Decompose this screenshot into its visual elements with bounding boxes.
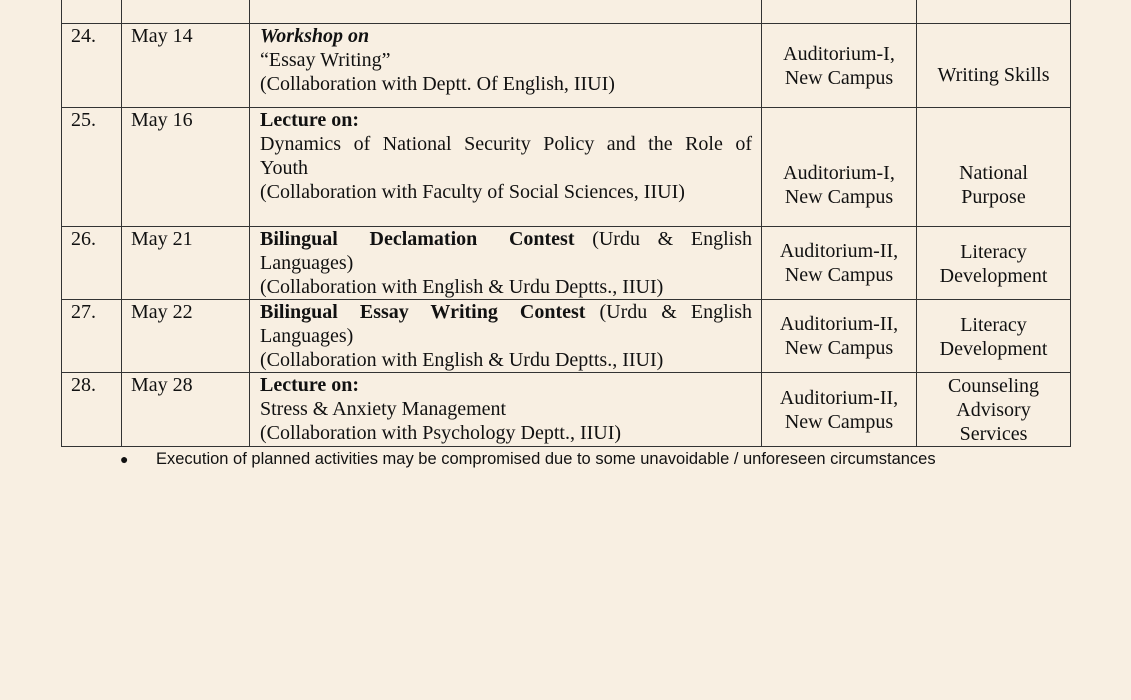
row-date: May 22 (122, 300, 250, 373)
activity-line: (Collaboration with English & Urdu Deptts., IIUI) (260, 276, 664, 298)
row-category: Counseling Advisory Services (917, 373, 1071, 447)
footnote-text: Execution of planned activities may be compromised due to some unavoidable / unforeseen circumstances (156, 450, 936, 468)
table-row (62, 373, 1071, 447)
table-row (62, 24, 1071, 108)
activity-line: (Collaboration with Psychology Deptt., IIUI) (260, 422, 622, 444)
row-activity (250, 373, 762, 447)
row-date (122, 0, 250, 24)
activity-title: Workshop on (260, 25, 370, 47)
row-date: May 28 (122, 373, 250, 447)
row-activity (250, 300, 762, 373)
row-category: Literacy Development (917, 227, 1071, 300)
activity-line: (Collaboration with Deptt. Of English, IIUI) (260, 73, 615, 95)
row-venue: Auditorium-II, New Campus (762, 227, 917, 300)
row-number: 28. (62, 373, 122, 447)
row-date: May 14 (122, 24, 250, 108)
bullet-icon: ● (120, 451, 129, 467)
row-category: Writing Skills (917, 24, 1071, 108)
activity-title: Lecture on: (260, 109, 360, 131)
row-number: 24. (62, 24, 122, 108)
row-category: Literacy Development (917, 300, 1071, 373)
activity-title-line: Bilingual Declamation Contest (Urdu & English (260, 228, 752, 250)
activity-line: “Essay Writing” (260, 49, 391, 71)
activity-line: Stress & Anxiety Management (260, 398, 507, 420)
row-activity (250, 24, 762, 108)
table-row (62, 227, 1071, 300)
activity-line: Dynamics of National Security Policy and the Role of (260, 133, 752, 155)
activity-title: Bilingual Essay Writing Contest (260, 301, 586, 323)
activity-line: Youth (260, 157, 308, 179)
activity-line: Languages) (260, 325, 354, 347)
row-venue: Auditorium-I, New Campus (762, 24, 917, 108)
row-venue (762, 0, 917, 24)
row-date: May 21 (122, 227, 250, 300)
activity-schedule-table (61, 0, 1071, 447)
row-number: 27. (62, 300, 122, 373)
footnote (120, 450, 936, 469)
row-activity (250, 227, 762, 300)
row-venue: Auditorium-II, New Campus (762, 300, 917, 373)
activity-line: (Collaboration with Faculty of Social Sciences, IIUI) (260, 181, 685, 203)
row-activity (250, 108, 762, 227)
row-number: 26. (62, 227, 122, 300)
table-row (62, 108, 1071, 227)
row-number (62, 0, 122, 24)
row-category: National Purpose (917, 108, 1071, 227)
activity-title: Bilingual Declamation Contest (260, 228, 575, 250)
table-row (62, 300, 1071, 373)
table-row (62, 0, 1071, 24)
row-venue: Auditorium-II, New Campus (762, 373, 917, 447)
activity-title-line: Bilingual Essay Writing Contest (Urdu & English (260, 301, 752, 323)
row-category (917, 0, 1071, 24)
row-venue: Auditorium-I, New Campus (762, 108, 917, 227)
row-number: 25. (62, 108, 122, 227)
activity-title: Lecture on: (260, 374, 360, 396)
activity-line: (Collaboration with English & Urdu Deptts., IIUI) (260, 349, 664, 371)
row-activity (250, 0, 762, 24)
row-date: May 16 (122, 108, 250, 227)
activity-line: Languages) (260, 252, 354, 274)
